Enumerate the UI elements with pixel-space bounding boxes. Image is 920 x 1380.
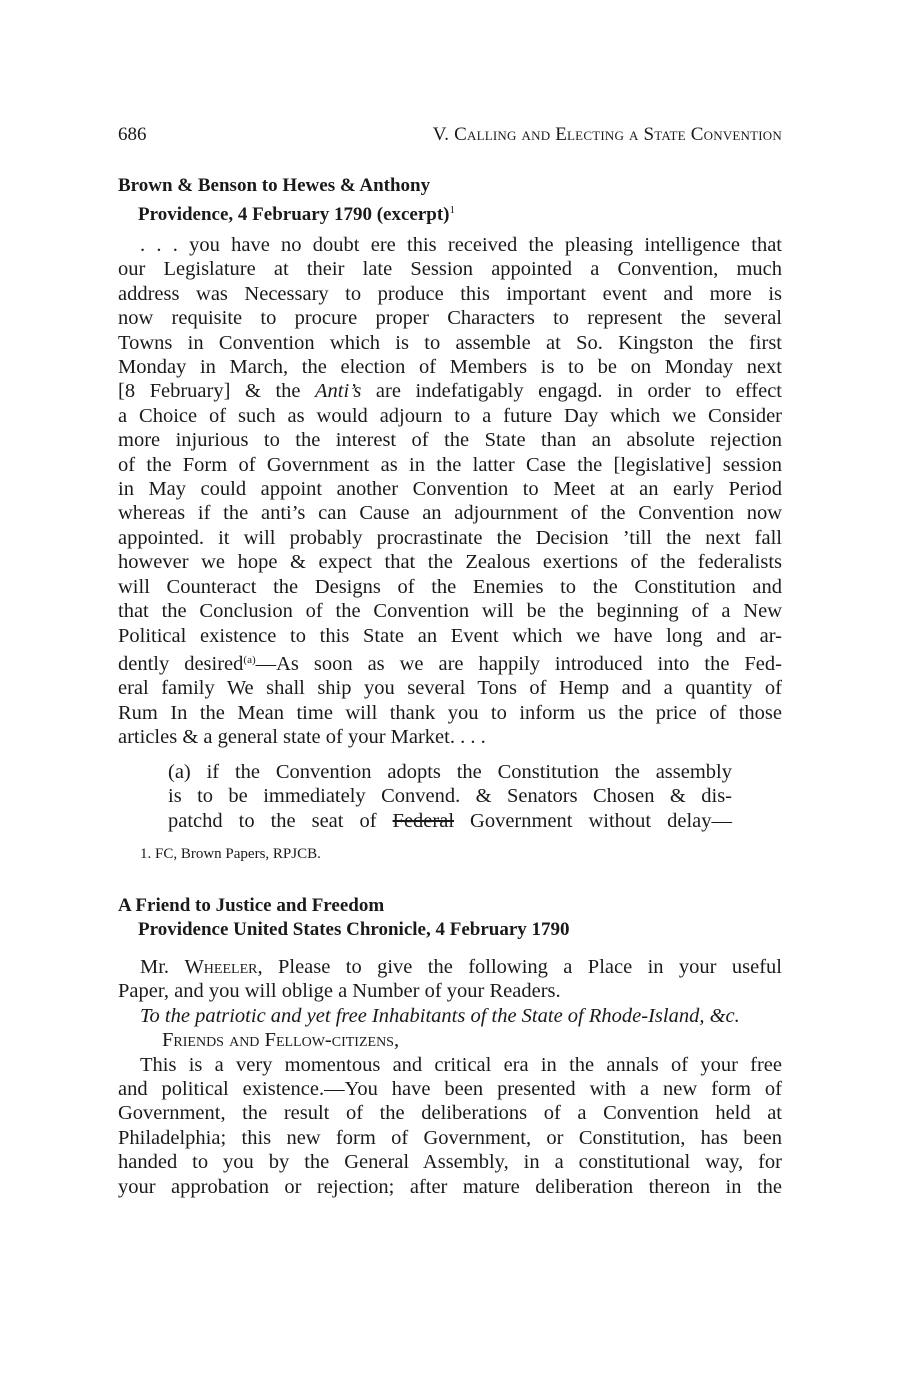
page-number: 686 xyxy=(118,124,147,145)
doc1-heading-line2: Providence, 4 February 1790 (excerpt) xyxy=(138,204,450,225)
doc2-heading-line1: A Friend to Justice and Freedom xyxy=(118,895,385,916)
doc1-line: however we hope & expect that the Zealous exertions of the federalists xyxy=(118,551,782,574)
doc1-line-part: dently desired xyxy=(118,652,244,675)
doc1-line: whereas if the anti’s can Cause an adjournment of the Convention now xyxy=(118,502,782,525)
doc1-line-part: are indefatigably engagd. in order to effect xyxy=(375,380,782,403)
doc2-heading-line2: Providence United States Chronicle, 4 February 1790 xyxy=(138,919,570,940)
doc2-address: To the patriotic and yet free Inhabitants of the State of Rhode-Island, &c. xyxy=(140,1004,740,1027)
doc2-line: Government, the result of the deliberations of a Convention held at xyxy=(118,1102,782,1125)
doc1-line: . . . you have no doubt ere this received the pleasing intelligence that xyxy=(140,234,782,256)
doc2-body xyxy=(118,955,782,1199)
doc1-line: appointed. it will probably procrastinate the Decision ’till the next fall xyxy=(118,526,782,549)
doc1-line: address was Necessary to produce this important event and more is xyxy=(118,282,782,305)
doc2-line-composite xyxy=(118,955,782,979)
note-line-part: patchd to the seat of xyxy=(168,809,377,832)
doc1-line: Towns in Convention which is to assemble at So. Kingston the first xyxy=(118,331,782,354)
doc1-line-part: —As soon as we are happily introduced into the Fed- xyxy=(255,652,782,675)
doc2-line-part: , Please to give the following a Place in your useful xyxy=(257,956,782,978)
doc1-marginal-note xyxy=(168,760,732,833)
doc1-line: of the Form of Government as in the latter Case the [legislative] session xyxy=(118,453,782,476)
doc1-line-composite xyxy=(118,648,782,676)
doc1-line: more injurious to the interest of the State than an absolute rejection xyxy=(118,429,782,452)
doc2-line-part: Mr. xyxy=(140,956,170,978)
doc1-italic-antis: Anti’s xyxy=(315,380,362,403)
doc1-line: a Choice of such as would adjourn to a future Day which we Consider xyxy=(118,404,782,427)
struck-word: Federal xyxy=(392,809,455,832)
doc1-body xyxy=(118,233,782,750)
doc2-line: your approbation or rejection; after mature deliberation thereon in the xyxy=(118,1175,782,1198)
doc1-heading-footnote-ref: 1 xyxy=(449,204,455,216)
doc2-line: Paper, and you will oblige a Number of your Readers. xyxy=(118,980,561,1003)
doc1-line: in May could appoint another Convention to Meet at an early Period xyxy=(118,478,782,501)
doc1-line-part: [8 February] & the xyxy=(118,380,301,403)
doc1-line: Rum In the Mean time will thank you to inform us the price of those xyxy=(118,701,782,724)
doc1-line: that the Conclusion of the Convention will be the beginning of a New xyxy=(118,600,782,623)
note-line-composite xyxy=(168,809,732,833)
doc1-line-composite xyxy=(118,379,782,403)
doc2-address-wrap xyxy=(118,1004,782,1028)
doc1-heading-line1: Brown & Benson to Hewes & Anthony xyxy=(118,175,431,196)
note-line: (a) if the Convention adopts the Constitution the assembly xyxy=(168,761,732,783)
running-head xyxy=(118,124,782,148)
doc2-line: handed to you by the General Assembly, in a constitutional way, for xyxy=(118,1151,782,1174)
doc2-salutation: Friends and Fellow-citizens, xyxy=(162,1029,400,1052)
doc1-line: Political existence to this State an Event which we have long and ar- xyxy=(118,624,782,647)
doc2-line: Philadelphia; this new form of Government, or Constitution, has been xyxy=(118,1126,782,1149)
doc1-line: our Legislature at their late Session appointed a Convention, much xyxy=(118,258,782,281)
doc2-wheeler: Wheeler xyxy=(184,956,258,978)
doc1-line: Monday in March, the election of Members is to be on Monday next xyxy=(118,356,782,379)
doc1-heading xyxy=(118,174,455,227)
note-line: is to be immediately Convend. & Senators Chosen & dis- xyxy=(168,785,732,808)
doc1-line: now requisite to procure proper Characters to represent the several xyxy=(118,307,782,330)
doc2-heading xyxy=(118,894,570,942)
doc1-footnote: 1. FC, Brown Papers, RPJCB. xyxy=(140,846,321,862)
doc1-line: eral family We shall ship you several Tons of Hemp and a quantity of xyxy=(118,677,782,700)
note-line-part: Government without delay— xyxy=(470,809,733,832)
running-title: V. Calling and Electing a State Convention xyxy=(432,124,782,145)
doc2-line: This is a very momentous and critical era in the annals of your free xyxy=(140,1053,782,1076)
doc1-note-marker: (a) xyxy=(243,653,256,666)
doc1-line: will Counteract the Designs of the Enemies to the Constitution and xyxy=(118,575,782,598)
doc1-heading-line2-wrap xyxy=(118,198,455,227)
doc2-line: and political existence.—You have been presented with a new form of xyxy=(118,1078,782,1101)
doc1-line: articles & a general state of your Market. . . . xyxy=(118,726,486,749)
